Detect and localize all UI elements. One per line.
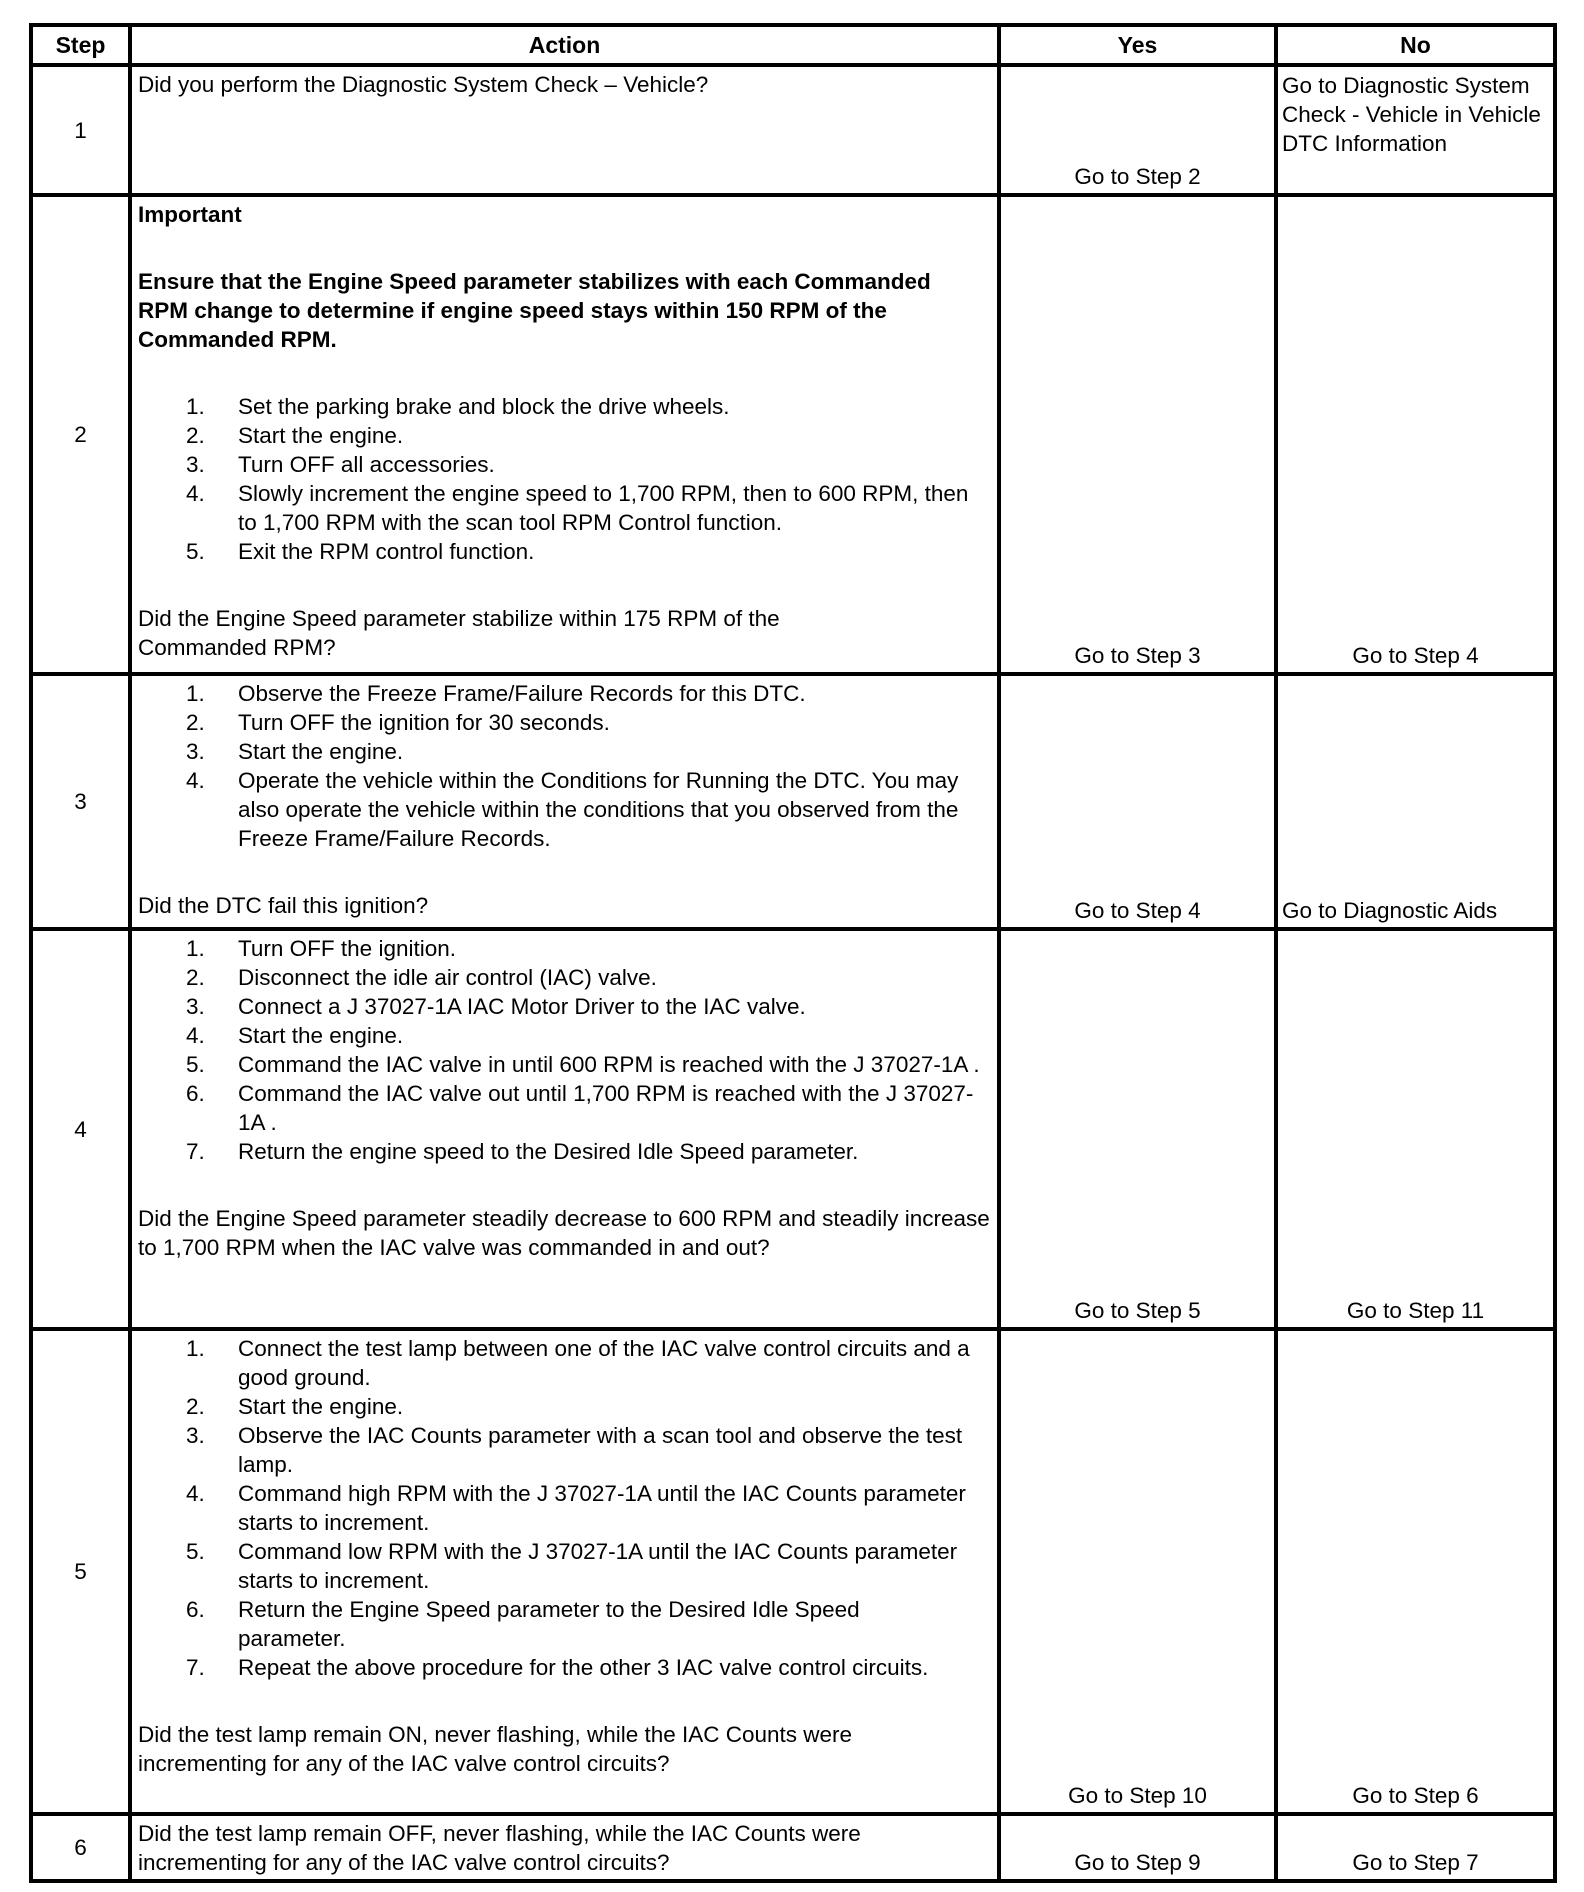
step-number: 6 — [31, 1814, 130, 1881]
header-row — [31, 25, 1555, 65]
action-cell — [130, 674, 999, 929]
question-text: Did the DTC fail this ignition? — [138, 893, 429, 918]
yes-cell: Go to Step 9 — [999, 1814, 1276, 1881]
procedure-list — [138, 679, 991, 853]
list-item: 2. Turn OFF the ignition for 30 seconds. — [186, 710, 610, 735]
no-cell: Go to Step 7 — [1276, 1814, 1555, 1881]
yes-cell: Go to Step 2 — [999, 65, 1276, 195]
list-item: 4. Command high RPM with the J 37027-1A until the IAC Counts parameter starts to increment. — [186, 1481, 966, 1535]
list-item: 4. Operate the vehicle within the Conditions for Running the DTC. You may also operate the vehicle within the conditions that you observed from the Freeze Frame/Failure Records. — [186, 768, 959, 851]
step-number: 1 — [31, 65, 130, 195]
step-number: 2 — [31, 195, 130, 674]
table-row — [31, 674, 1555, 929]
list-item: 1. Observe the Freeze Frame/Failure Records for this DTC. — [186, 681, 806, 706]
header-yes: Yes — [999, 25, 1276, 65]
list-item: 2. Disconnect the idle air control (IAC) valve. — [186, 965, 657, 990]
step-number: 5 — [31, 1329, 130, 1814]
procedure-list — [138, 392, 991, 566]
list-item: 3. Turn OFF all accessories. — [186, 452, 495, 477]
action-cell — [130, 929, 999, 1329]
question-text: Did the test lamp remain OFF, never flashing, while the IAC Counts were incrementing for any of the IAC valve control circuits? — [138, 1821, 861, 1875]
list-item: 6. Return the Engine Speed parameter to the Desired Idle Speed parameter. — [186, 1597, 860, 1651]
list-item: 5. Exit the RPM control function. — [186, 539, 535, 564]
header-step: Step — [31, 25, 130, 65]
diagnostic-table — [29, 23, 1557, 1883]
step-number: 3 — [31, 674, 130, 929]
no-cell: Go to Step 6 — [1276, 1329, 1555, 1814]
list-item: 1. Connect the test lamp between one of the IAC valve control circuits and a good ground. — [186, 1336, 970, 1390]
question-text: Did the test lamp remain ON, never flashing, while the IAC Counts were incrementing for any of the IAC valve control circuits? — [138, 1722, 853, 1776]
action-cell — [130, 65, 999, 195]
list-item: 1. Turn OFF the ignition. — [186, 936, 457, 961]
question-text: Did you perform the Diagnostic System Check – Vehicle? — [138, 72, 709, 97]
yes-cell: Go to Step 3 — [999, 195, 1276, 674]
list-item: 5. Command the IAC valve in until 600 RPM is reached with the J 37027-1A . — [186, 1052, 980, 1077]
no-cell: Go to Step 11 — [1276, 929, 1555, 1329]
table-row — [31, 195, 1555, 674]
no-cell: Go to Diagnostic System Check - Vehicle in Vehicle DTC Information — [1276, 65, 1555, 195]
yes-cell: Go to Step 5 — [999, 929, 1276, 1329]
no-cell: Go to Step 4 — [1276, 195, 1555, 674]
list-item: 1. Set the parking brake and block the drive wheels. — [186, 394, 730, 419]
header-no: No — [1276, 25, 1555, 65]
list-item: 5. Command low RPM with the J 37027-1A until the IAC Counts parameter starts to increment. — [186, 1539, 958, 1593]
list-item: 3. Observe the IAC Counts parameter with a scan tool and observe the test lamp. — [186, 1423, 963, 1477]
header-action: Action — [130, 25, 999, 65]
table-row — [31, 1814, 1555, 1881]
question-text: Did the Engine Speed parameter steadily decrease to 600 RPM and steadily increase to 1,700 RPM when the IAC valve was commanded in and out? — [138, 1206, 990, 1260]
no-cell: Go to Diagnostic Aids — [1276, 674, 1555, 929]
yes-cell: Go to Step 10 — [999, 1329, 1276, 1814]
list-item: 3. Start the engine. — [186, 739, 404, 764]
table-row — [31, 65, 1555, 195]
list-item: 2. Start the engine. — [186, 423, 404, 448]
list-item: 4. Start the engine. — [186, 1023, 404, 1048]
list-item: 6. Command the IAC valve out until 1,700 RPM is reached with the J 37027-1A . — [186, 1081, 974, 1135]
list-item: 2. Start the engine. — [186, 1394, 404, 1419]
list-item: 3. Connect a J 37027-1A IAC Motor Driver to the IAC valve. — [186, 994, 806, 1019]
important-label: Important — [138, 202, 242, 227]
procedure-list — [138, 934, 991, 1166]
action-cell — [130, 1329, 999, 1814]
list-item: 7. Return the engine speed to the Desired Idle Speed parameter. — [186, 1139, 859, 1164]
list-item: 7. Repeat the above procedure for the other 3 IAC valve control circuits. — [186, 1655, 929, 1680]
list-item: 4. Slowly increment the engine speed to 1,700 RPM, then to 600 RPM, then to 1,700 RPM with the scan tool RPM Control function. — [186, 481, 969, 535]
question-text: Did the Engine Speed parameter stabilize within 175 RPM of the Commanded RPM? — [138, 606, 780, 660]
action-cell — [130, 1814, 999, 1881]
action-cell — [130, 195, 999, 674]
yes-cell: Go to Step 4 — [999, 674, 1276, 929]
table-row — [31, 929, 1555, 1329]
table-row — [31, 1329, 1555, 1814]
procedure-list — [138, 1334, 991, 1682]
step-number: 4 — [31, 929, 130, 1329]
important-text: Ensure that the Engine Speed parameter stabilizes with each Commanded RPM change to determine if engine speed stays within 150 RPM of the Commanded RPM. — [138, 269, 931, 352]
